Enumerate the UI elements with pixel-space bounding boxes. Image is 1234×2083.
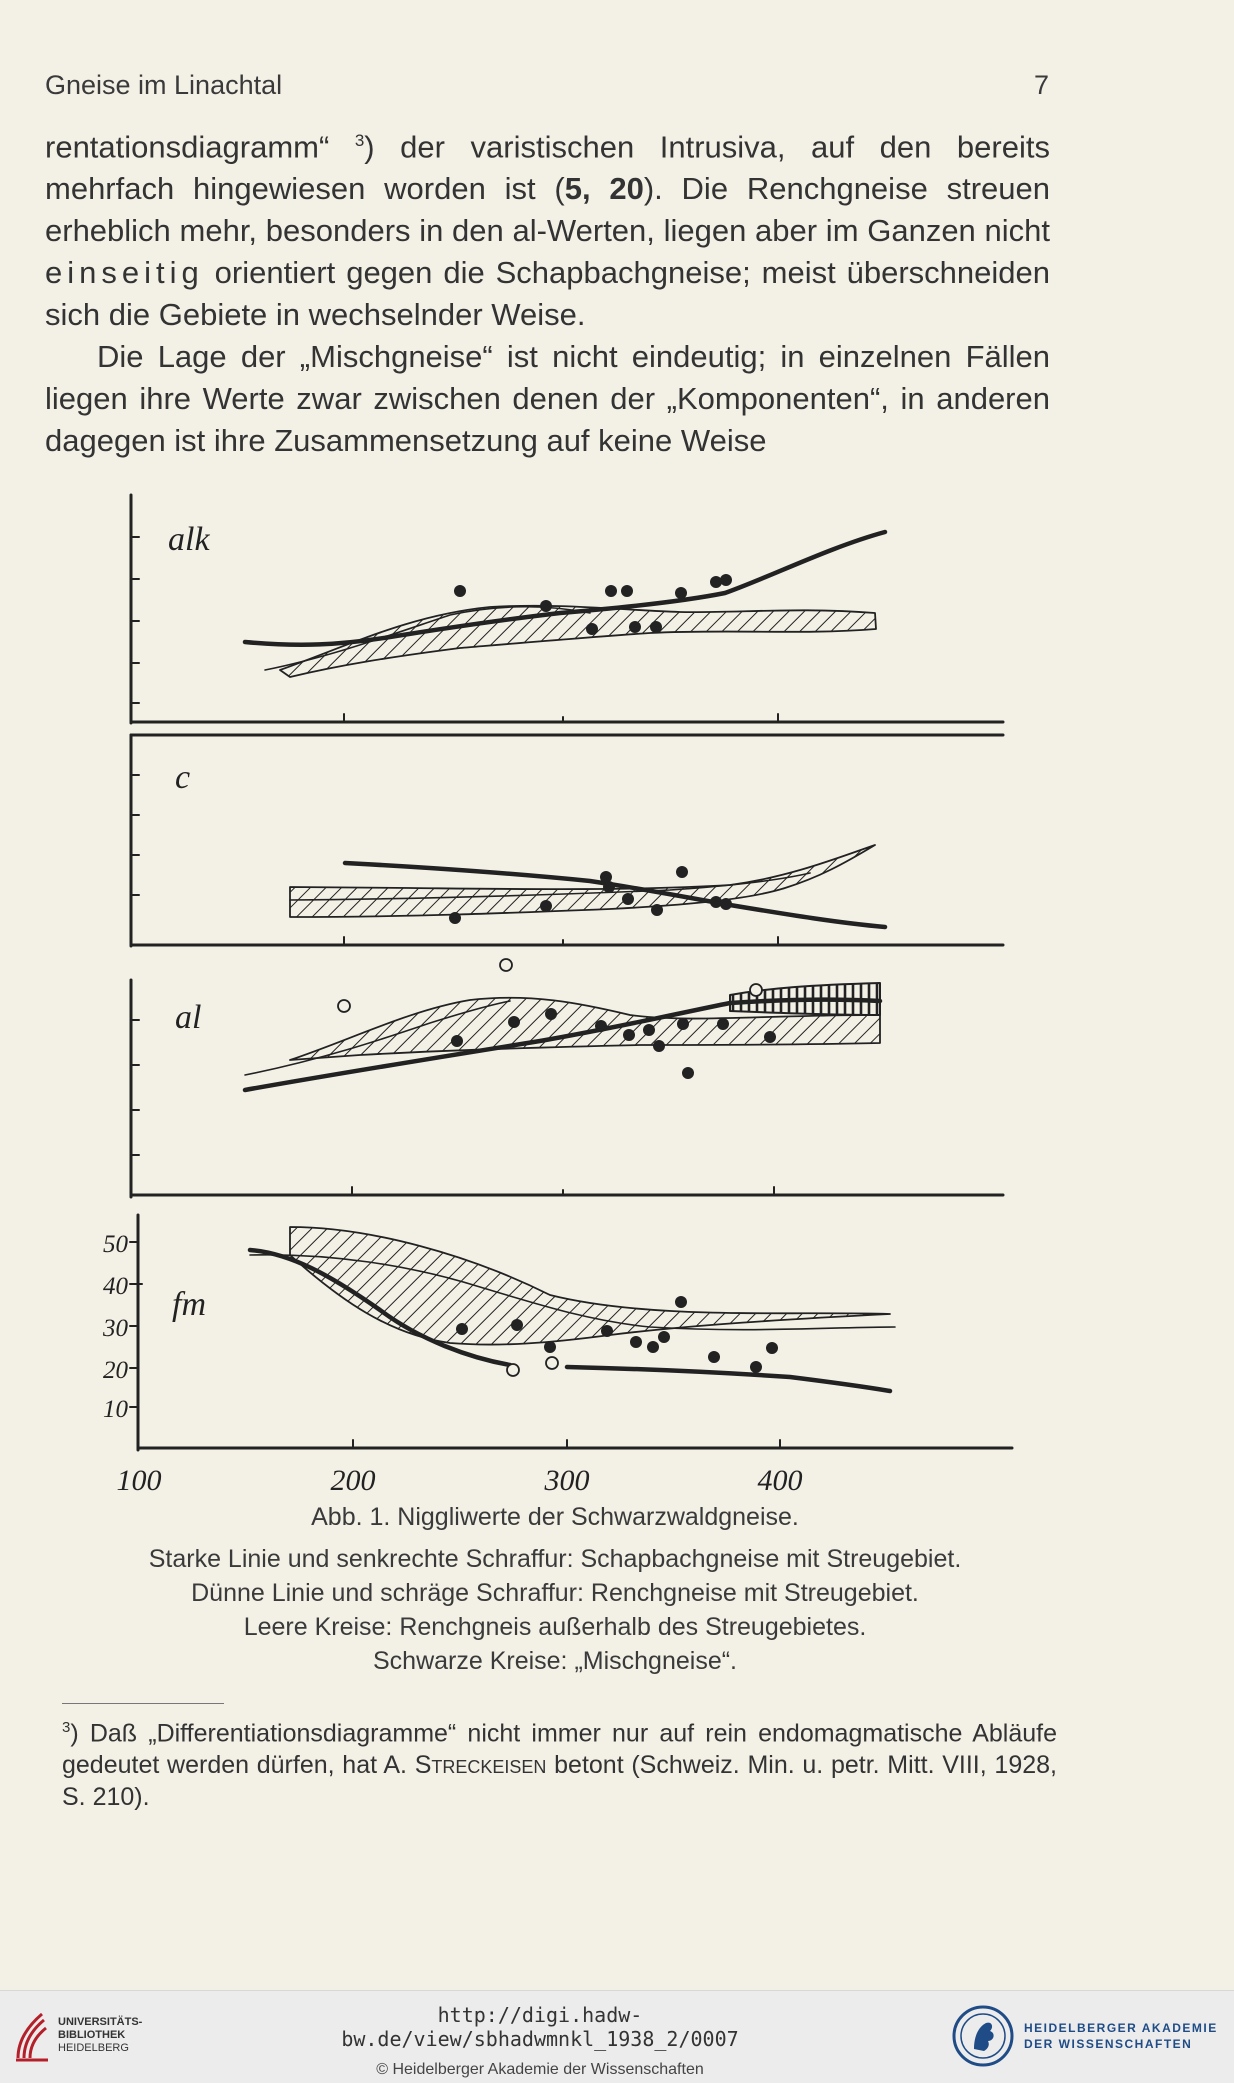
x-tick-300: 300	[544, 1464, 590, 1495]
x-tick-100: 100	[116, 1464, 162, 1495]
paragraph-2: Die Lage der „Mischgneise“ ist nicht eindeutig; in einzelnen Fällen liegen ihre Werte zwar zwischen denen der „Komponenten“, in anderen dagegen ist ihre Zusammensetzung auf keine Weise	[45, 339, 1050, 459]
spaced-emphasis: einseitig	[45, 255, 204, 291]
footer-center	[260, 2003, 820, 2079]
panel-c	[131, 735, 1003, 946]
footnote-reference: 3	[354, 131, 365, 150]
panel-fm	[102, 1215, 1012, 1495]
caption-line-2: Dünne Linie und schräge Schraffur: Renchgneise mit Streugebiet.	[191, 1579, 919, 1607]
running-head	[45, 70, 1049, 101]
x-tick-400: 400	[757, 1464, 803, 1495]
academy-logo[interactable]	[952, 2005, 1218, 2067]
caption-title: Abb. 1. Niggliwerte der Schwarzwaldgneise.	[311, 1503, 799, 1531]
permalink-url[interactable]: http://digi.hadw-bw.de/view/sbhadwmnkl_1938_2/0007	[341, 2003, 739, 2051]
library-name	[58, 2016, 142, 2055]
panel-label-al: al	[175, 999, 202, 1036]
panel-alk	[131, 495, 1003, 723]
library-emblem-icon	[14, 2006, 50, 2064]
text-run: orientiert gegen die Schapbachgneise; meist überschneiden sich die Gebiete in wechselnder Weise.	[45, 255, 1050, 333]
library-line-2: BIBLIOTHEK	[58, 2028, 126, 2041]
footnote-rule	[62, 1703, 224, 1704]
academy-line-2: DER WISSENSCHAFTEN	[1024, 2037, 1193, 2051]
text-run: ) der varistischen Intrusiva, auf den bereits mehrfach hingewiesen worden ist (	[45, 129, 1050, 207]
body-text	[45, 120, 1050, 462]
renchgneis-field-fm	[290, 1227, 890, 1345]
y-tick-30: 30	[103, 1315, 128, 1342]
footnote-marker: 3	[62, 1719, 71, 1736]
library-line-3: HEIDELBERG	[58, 2041, 129, 2054]
caption-line-4: Schwarze Kreise: „Mischgneise“.	[372, 1647, 737, 1675]
panel-label-c: c	[175, 759, 191, 796]
academy-line-1: HEIDELBERGER AKADEMIE	[1024, 2021, 1218, 2035]
mischgneis-points	[449, 574, 778, 1373]
running-title: Gneise im Linachtal	[45, 70, 283, 100]
y-tick-20: 20	[103, 1357, 128, 1384]
library-line-1: UNIVERSITÄTS-	[58, 2015, 143, 2028]
viewer-footer	[0, 1990, 1234, 2083]
caption-line-3: Leere Kreise: Renchgneis außerhalb des Streugebietes.	[243, 1613, 867, 1641]
paragraph-1	[45, 120, 1050, 336]
literature-references: 5, 20	[564, 171, 644, 207]
caption-line-1: Starke Linie und senkrechte Schraffur: Schapbachgneise mit Streugebiet.	[148, 1545, 962, 1573]
x-tick-200: 200	[330, 1464, 376, 1495]
panel-label-alk: alk	[168, 521, 210, 558]
y-tick-40: 40	[103, 1273, 128, 1300]
copyright-notice: © Heidelberger Akademie der Wissenschaften	[376, 2061, 704, 2078]
text-run: ). Die Renchgneise streuen erheblich mehr, besonders in den al-Werten, liegen aber im Ganzen nicht	[45, 171, 1050, 249]
footnote	[62, 1712, 1057, 1813]
niggli-figure	[90, 485, 1030, 1495]
y-tick-10: 10	[103, 1396, 128, 1423]
text-run: betont (Schweiz. Min. u. petr. Mitt. VIII, 1928, S. 210).	[62, 1751, 1057, 1812]
academy-name	[1024, 2020, 1218, 2052]
academy-seal-icon	[952, 2005, 1014, 2067]
footnote-author: Streckeisen	[414, 1751, 547, 1780]
figure-caption	[45, 1500, 1065, 1678]
niggli-diagram	[90, 485, 1030, 1495]
text-run: ) Daß „Differentiationsdiagramme“ nicht immer nur auf rein endomagmatische Abläufe gedeutet werden dürfen, hat A.	[62, 1719, 1057, 1780]
axis-x-c	[131, 735, 1003, 945]
page-number: 7	[1033, 70, 1049, 100]
text-run: rentationsdiagramm“	[45, 129, 355, 165]
y-tick-50: 50	[103, 1231, 128, 1258]
panel-al	[131, 980, 1003, 1197]
university-library-logo[interactable]	[14, 2006, 142, 2064]
panel-label-fm: fm	[172, 1286, 206, 1323]
